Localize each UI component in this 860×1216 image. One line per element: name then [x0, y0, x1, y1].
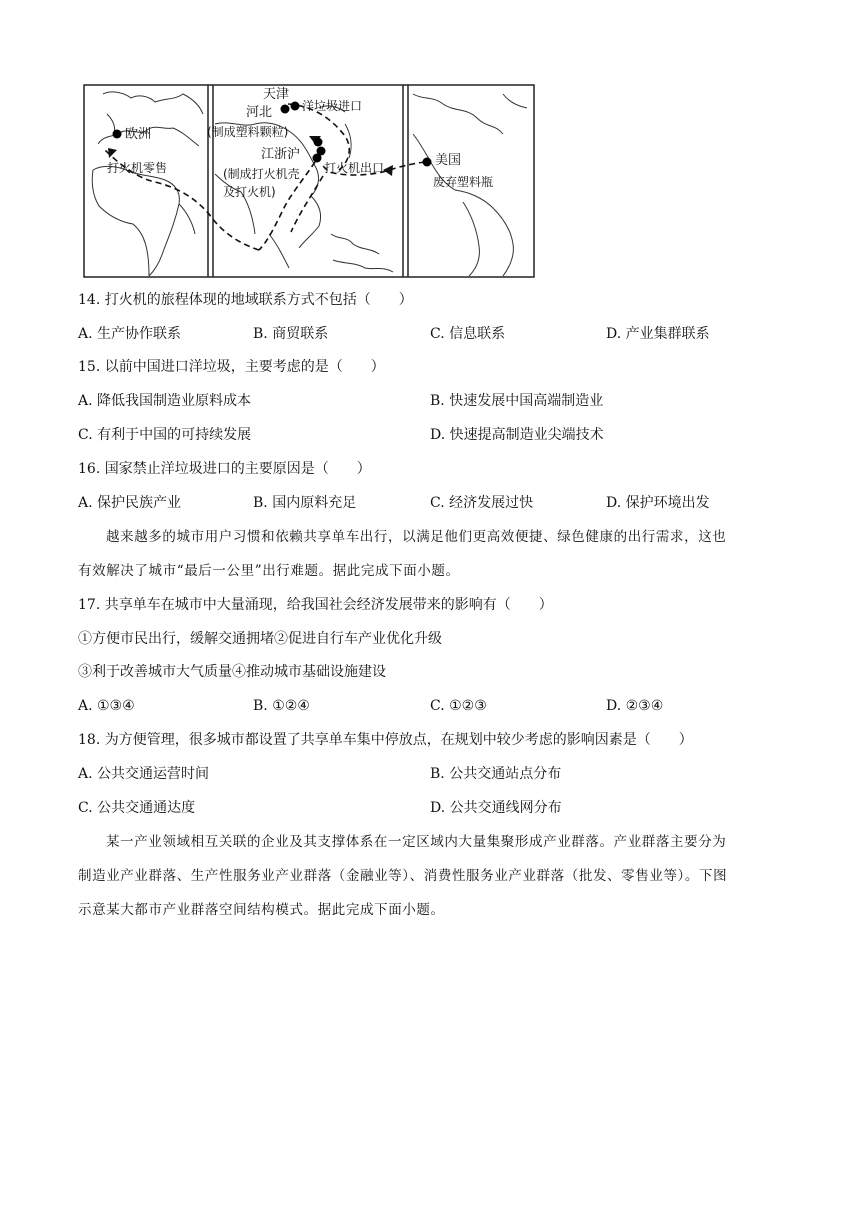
q17-option-a[interactable]: A. ①③④ [78, 698, 135, 714]
label-tianjin: 天津 [263, 87, 290, 102]
q17-option-c[interactable]: C. ①②③ [430, 698, 487, 714]
label-lighter-export: 打火机出口 [324, 161, 385, 175]
q18-option-b[interactable]: B. 公共交通站点分布 [430, 766, 562, 782]
q15-option-d[interactable]: D. 快速提高制造业尖端技术 [430, 427, 604, 443]
q15-option-c[interactable]: C. 有利于中国的可持续发展 [78, 427, 252, 443]
lighter-journey-map [83, 84, 535, 278]
q14-stem: 14. 打火机的旅程体现的地域联系方式不包括（ ） [78, 292, 413, 308]
q18-option-a[interactable]: A. 公共交通运营时间 [78, 766, 210, 782]
passage-1-line-1: 越来越多的城市用户习惯和依赖共享单车出行，以满足他们更高效便捷、绿色健康的出行需求，这也 [106, 529, 727, 545]
q18-stem: 18. 为方便管理，很多城市都设置了共享单车集中停放点，在规划中较少考虑的影响因素是（ ） [78, 732, 693, 748]
q15-option-b[interactable]: B. 快速发展中国高端制造业 [430, 393, 604, 409]
passage-2-line-1: 某一产业领域相互关联的企业及其支撑体系在一定区域内大量集聚形成产业群落。产业群落主要分为 [106, 834, 727, 850]
q15-stem: 15. 以前中国进口洋垃圾，主要考虑的是（ ） [78, 359, 385, 375]
passage-2-line-2: 制造业产业群落、生产性服务业产业群落（金融业等）、消费性服务业产业群落（批发、零售业等）。下图 [78, 868, 728, 884]
q18-option-d[interactable]: D. 公共交通线网分布 [430, 800, 562, 816]
q16-option-d[interactable]: D. 保护环境出发 [606, 495, 710, 511]
q15-option-a[interactable]: A. 降低我国制造业原料成本 [78, 393, 252, 409]
label-trash-import: 洋垃圾进口 [302, 99, 363, 113]
q14-option-c[interactable]: C. 信息联系 [430, 326, 506, 342]
q16-option-b[interactable]: B. 国内原料充足 [253, 495, 357, 511]
label-hebei: 河北 [246, 105, 273, 120]
q17-items-line-1: ①方便市民出行，缓解交通拥堵②促进自行车产业优化升级 [78, 631, 442, 647]
label-lighter-retail: 打火机零售 [107, 161, 168, 175]
q18-option-c[interactable]: C. 公共交通通达度 [78, 800, 196, 816]
label-make-shell-1: (制成打火机壳 [223, 167, 300, 181]
q17-stem: 17. 共享单车在城市中大量涌现，给我国社会经济发展带来的影响有（ ） [78, 597, 553, 613]
q14-option-d[interactable]: D. 产业集群联系 [606, 326, 710, 342]
label-usa: 美国 [435, 153, 462, 168]
q17-items-line-2: ③利于改善城市大气质量④推动城市基础设施建设 [78, 664, 386, 680]
q16-option-c[interactable]: C. 经济发展过快 [430, 495, 534, 511]
label-jiangzhehu: 江浙沪 [261, 147, 301, 162]
label-waste-bottles: 废弃塑料瓶 [433, 175, 494, 189]
label-make-shell-2: 及打火机) [223, 185, 276, 199]
passage-2-line-3: 示意某大都市产业群落空间结构模式。据此完成下面小题。 [78, 902, 445, 918]
q17-option-d[interactable]: D. ②③④ [606, 698, 664, 714]
q14-option-b[interactable]: B. 商贸联系 [253, 326, 329, 342]
q17-option-b[interactable]: B. ①②④ [253, 698, 310, 714]
passage-1-line-2: 有效解决了城市“最后一公里”出行难题。据此完成下面小题。 [78, 563, 460, 579]
q16-option-a[interactable]: A. 保护民族产业 [78, 495, 182, 511]
label-europe: 欧洲 [125, 127, 152, 142]
q14-option-a[interactable]: A. 生产协作联系 [78, 326, 182, 342]
label-make-pellets: (制成塑料颗粒) [207, 125, 289, 139]
q16-stem: 16. 国家禁止洋垃圾进口的主要原因是（ ） [78, 461, 371, 477]
